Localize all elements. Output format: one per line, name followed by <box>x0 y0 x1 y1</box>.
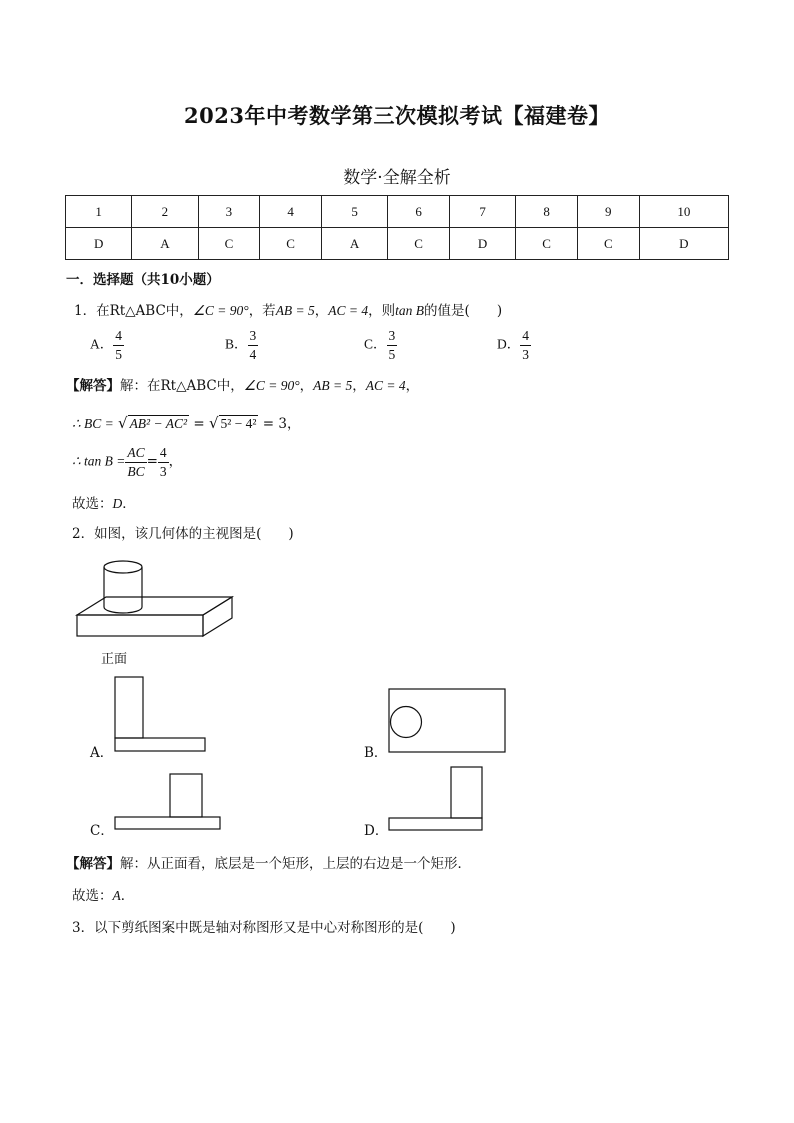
choice-text: 故选： <box>72 888 113 904</box>
question-number-cell: 3 <box>198 196 260 228</box>
q1-option-c <box>364 329 397 361</box>
answer-cell: C <box>516 228 578 260</box>
step2-lead: ∴ tan B = <box>72 453 126 469</box>
upper-rectangle <box>170 774 202 817</box>
option-label: A． <box>90 336 114 352</box>
q2-solution <box>66 852 471 872</box>
answer-table-answer-row <box>66 228 729 260</box>
base-rectangle <box>389 818 482 830</box>
q1-solution-intro <box>66 374 419 394</box>
base-rectangle <box>115 817 220 829</box>
sol-sep: ， <box>299 378 314 394</box>
q1-stem-sep: ， <box>314 303 329 319</box>
fraction-numerator: AC <box>125 446 146 463</box>
option-label: C． <box>364 336 387 352</box>
q2-option-a-label: A． <box>90 745 114 761</box>
q1-choice <box>72 492 136 512</box>
solution-tag: 【解答】 <box>66 378 120 394</box>
q2-option-d-figure <box>386 764 486 834</box>
answer-table-number-row <box>66 196 729 228</box>
q1-stem-mid2: ，则 <box>368 303 396 319</box>
q2-option-b-figure <box>386 686 510 756</box>
solution-text: 解：在Rt△ABC中， <box>120 378 244 394</box>
q1-stem-mid1: ，若 <box>248 303 276 319</box>
fraction-numerator: 4 <box>113 329 124 346</box>
question-number-cell: 1 <box>66 196 132 228</box>
option-label: B． <box>225 336 248 352</box>
q1-step1 <box>72 412 300 432</box>
plate-front-face <box>77 615 203 636</box>
circle-shape <box>391 707 422 738</box>
question-number-cell: 9 <box>577 196 639 228</box>
q1-stem <box>74 299 502 319</box>
answer-cell: D <box>66 228 132 260</box>
q1-cond2: AB = 5 <box>275 303 315 318</box>
q2-solid-figure <box>72 555 242 641</box>
choice-text: 故选： <box>72 496 113 512</box>
q2-option-a-figure <box>112 674 210 754</box>
q1-cond1: ∠C = 90° <box>192 303 249 318</box>
sqrt-radicand-1: AB² − AC² <box>129 416 188 431</box>
q1-stem-pre: 1．在Rt△ABC中， <box>74 303 193 319</box>
sol-sep: ， <box>352 378 366 394</box>
step2-equals: = <box>146 453 158 470</box>
question-number-cell: 8 <box>516 196 578 228</box>
answer-cell: C <box>198 228 260 260</box>
page-subtitle: 数学·全解全析 <box>343 168 451 188</box>
fraction-denominator: BC <box>127 463 145 479</box>
fraction-denominator: 4 <box>249 346 257 362</box>
option-fraction <box>113 329 124 361</box>
cylinder-body <box>104 567 142 613</box>
q2-option-d-label: D． <box>364 823 389 839</box>
sqrt-sign: √ <box>118 414 128 432</box>
step2-tail: ， <box>168 453 183 470</box>
q2-option-b-label: B． <box>364 745 388 761</box>
fraction-numerator: 3 <box>248 329 259 346</box>
step1-equals: = <box>193 416 205 432</box>
plate-top-face <box>77 597 232 615</box>
question-number-cell: 7 <box>449 196 515 228</box>
fraction-denominator: 5 <box>388 346 396 362</box>
upper-rectangle <box>451 767 482 818</box>
sol-cond1: ∠C = 90° <box>243 378 300 393</box>
question-number-cell: 5 <box>321 196 387 228</box>
step1-result: = 3， <box>262 416 301 432</box>
q1-target: tan B <box>395 303 425 318</box>
answer-cell: C <box>260 228 322 260</box>
answer-cell: D <box>639 228 728 260</box>
fraction-denominator: 5 <box>115 346 122 362</box>
choice-end: ． <box>120 888 135 904</box>
sol-cond3: AC = 4 <box>365 378 406 393</box>
q1-stem-post: 的值是( ) <box>424 303 503 319</box>
fraction-numerator: 4 <box>520 329 531 346</box>
answer-cell: C <box>577 228 639 260</box>
q1-cond3: AC = 4 <box>328 303 369 318</box>
cylinder-top <box>104 561 142 573</box>
fraction-denominator: 3 <box>522 346 529 362</box>
sqrt-sign: √ <box>208 414 219 432</box>
answer-cell: D <box>449 228 515 260</box>
choice-value: D <box>112 496 123 511</box>
front-label: 正面 <box>101 652 128 667</box>
option-fraction <box>520 329 531 361</box>
step2-fraction <box>125 446 146 478</box>
question-number-cell: 10 <box>639 196 728 228</box>
q2-option-c-figure <box>112 771 224 833</box>
question-number-cell: 6 <box>388 196 450 228</box>
q2-choice <box>72 884 134 904</box>
sol-tail: ， <box>405 378 420 394</box>
page-title: 2023年中考数学第三次模拟考试【福建卷】 <box>184 103 610 128</box>
fraction-numerator: 4 <box>158 446 169 463</box>
q1-option-a <box>90 329 124 361</box>
section-heading: 一．选择题（共10小题） <box>66 272 220 288</box>
q1-option-b <box>225 329 258 361</box>
solution-tag: 【解答】 <box>66 856 120 872</box>
sqrt-radicand-2: 5² − 4² <box>220 416 257 431</box>
upper-rectangle <box>115 677 143 738</box>
q3-stem: 3．以下剪纸图案中既是轴对称图形又是中心对称图形的是( ) <box>72 920 456 936</box>
q1-option-d <box>497 329 531 361</box>
q2-option-c-label: C． <box>90 823 114 839</box>
answer-table <box>65 195 729 260</box>
choice-value: A <box>112 888 121 903</box>
choice-end: ． <box>122 496 136 512</box>
step2-result-fraction <box>158 446 169 478</box>
q1-step2 <box>72 446 182 478</box>
outer-rectangle <box>389 689 505 752</box>
fraction-denominator: 3 <box>159 463 167 479</box>
fraction-numerator: 3 <box>387 329 398 346</box>
q2-stem: 2．如图，该几何体的主视图是( ) <box>72 526 294 542</box>
plate-side-face <box>203 597 232 636</box>
base-rectangle <box>115 738 205 751</box>
option-fraction <box>248 329 259 361</box>
option-label: D． <box>497 336 521 352</box>
solution-text: 解：从正面看，底层是一个矩形，上层的右边是一个矩形． <box>120 856 471 872</box>
question-number-cell: 2 <box>132 196 198 228</box>
answer-cell: A <box>321 228 387 260</box>
answer-cell: A <box>132 228 198 260</box>
step1-lead: ∴ BC = <box>72 416 114 431</box>
answer-cell: C <box>388 228 450 260</box>
question-number-cell: 4 <box>260 196 322 228</box>
option-fraction <box>387 329 398 361</box>
sol-cond2: AB = 5 <box>313 378 353 393</box>
